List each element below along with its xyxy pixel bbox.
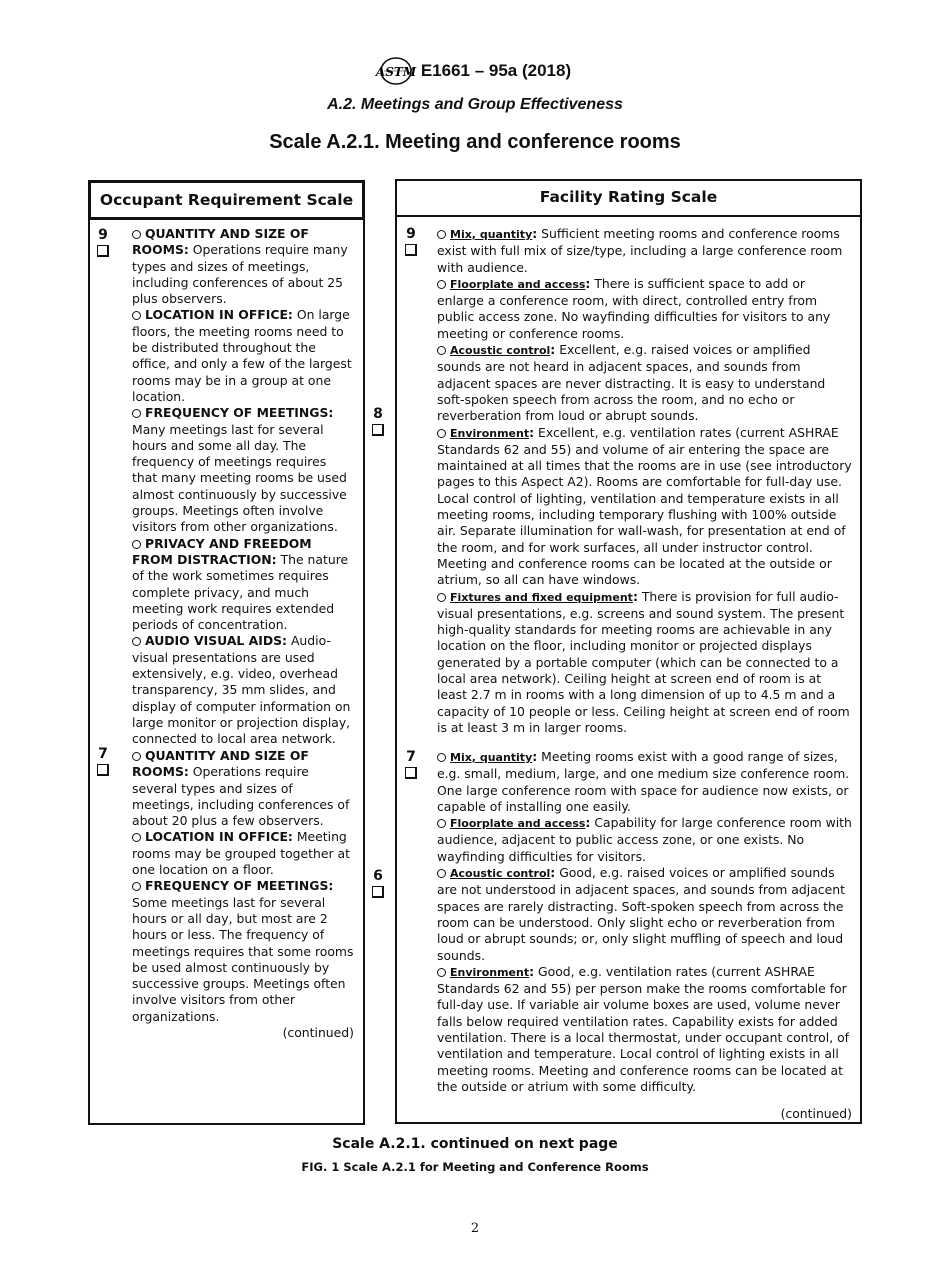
right-score-9 (401, 226, 421, 256)
rating-item: Mix, quantity: Sufficient meeting rooms and conference rooms exist with full mix of size/type, including a large conference room with audience. (437, 226, 843, 275)
rating-item: Acoustic control: Excellent, e.g. raised voices or amplified sounds are not heard in adjacent spaces, and sounds from adjacent spaces are never distracting. It is easy to understand soft-spoken speech from across the room, and no echo or reverberation from loud or abrupt sounds. (437, 342, 826, 424)
rating-item: Mix, quantity: Meeting rooms exist with a good range of sizes, e.g. small, medium, large, and one medium size conference room. One large conference room with space for audience now exists, or capable of installing one easily. (437, 749, 850, 814)
circle-bullet-icon (437, 429, 446, 438)
circle-bullet-icon (132, 882, 141, 891)
astm-logo-icon (375, 56, 416, 86)
page-number: 2 (470, 1221, 480, 1236)
facility-rating-heading: Facility Rating Scale (395, 179, 862, 217)
checkbox-icon[interactable] (97, 245, 109, 257)
left-level-9-text (132, 226, 354, 748)
circle-bullet-icon (437, 280, 446, 289)
rating-item: Floorplate and access: There is sufficient space to add or enlarge a conference room, with direct, controlled entry from public access zone. No wayfinding difficulties for visitors to any meeting or conference rooms. (437, 275, 831, 341)
checkbox-icon[interactable] (405, 767, 417, 779)
requirement-item: LOCATION IN OFFICE: On large floors, the meeting rooms need to be distributed throughout the office, and only a few of the largest rooms may be in a group at one location. (132, 307, 352, 404)
middle-score-6 (368, 868, 388, 898)
document-header (0, 56, 950, 86)
circle-bullet-icon (437, 230, 446, 239)
rating-item: Acoustic control: Good, e.g. raised voices or amplified sounds are not understood in adjacent spaces, and sounds from adjacent spaces are rarely distracting. Soft-spoken speech from across the room can be understood. Only slight echo or reverberation from loud or abrupt sounds; or, only slight muffling of speech and loud sounds. (437, 865, 845, 963)
score-number: 7 (406, 749, 416, 765)
checkbox-icon[interactable] (405, 244, 417, 256)
rating-item: Environment: Excellent, e.g. ventilation rates (current ASHRAE Standards 62 and 55) and volume of air entering the space are maintained at all times that the rooms are in use (see introductory pages to this Aspect A2). Rooms are comfortable for full-day use. Local control of lighting, ventilation and temperature exists in all meeting rooms, including temporary flushing with 100% outside air. Separate illumination for wall-wash, for presentation at end of the room, and for work surfaces, all under instructor control. Meeting and conference rooms can be located at the outside or atrium, so all can have windows. (437, 424, 852, 588)
requirement-item: QUANTITY AND SIZE OF ROOMS: Operations require many types and sizes of meetings, including conferences of about 25 plus observers. (132, 226, 348, 307)
left-level-7-text (132, 748, 354, 1041)
section-title: A.2. Meetings and Group Effectiveness (327, 96, 623, 113)
right-level-9-text (437, 226, 852, 736)
requirement-item: PRIVACY AND FREEDOM FROM DISTRACTION: The nature of the work sometimes requires complete privacy, and much meeting work requires extended periods of concentration. (132, 535, 349, 633)
requirement-item: QUANTITY AND SIZE OF ROOMS: Operations require several types and sizes of meetings, including conferences of about 20 plus a few observers. (132, 748, 350, 829)
requirement-item: AUDIO VISUAL AIDS: Audio-visual presentations are used extensively, e.g. video, overhead transparency, 35 mm slides, and display of computer information on large monitor or projection display, connected to local area network. (132, 633, 351, 747)
occupant-requirement-heading: Occupant Requirement Scale (88, 180, 365, 220)
scale-title: Scale A.2.1. Meeting and conference rooms (269, 131, 681, 153)
requirement-item: FREQUENCY OF MEETINGS: Many meetings last for several hours and some all day. The frequency of meetings requires that many meeting rooms be used almost continuously by successive groups. Meetings often involve visitors from other organizations. (132, 405, 347, 535)
left-score-9 (93, 227, 113, 257)
continued-note: (continued) (780, 1106, 852, 1121)
circle-bullet-icon (132, 752, 141, 761)
document-id: E1661 – 95a (2018) (420, 61, 572, 80)
circle-bullet-icon (437, 593, 446, 602)
svg-text:ASTM: ASTM (375, 65, 416, 79)
requirement-item: FREQUENCY OF MEETINGS: Some meetings last for several hours or all day, but most are 2 hours or less. The frequency of meetings requires that some rooms be used almost continuously by successive groups. Meetings often involve visitors from other organizations. (132, 878, 354, 1024)
circle-bullet-icon (437, 869, 446, 878)
circle-bullet-icon (437, 819, 446, 828)
score-number: 7 (98, 746, 108, 762)
circle-bullet-icon (132, 637, 141, 646)
requirement-item: LOCATION IN OFFICE: Meeting rooms may be grouped together at one location on a floor. (132, 829, 350, 878)
rating-item: Floorplate and access: Capability for large conference room with audience, adjacent to public access zone, or one exists. No wayfinding difficulties for visitors. (437, 815, 852, 864)
right-level-7-text (437, 749, 852, 1095)
circle-bullet-icon (132, 833, 141, 842)
circle-bullet-icon (132, 540, 141, 549)
rating-item: Environment: Good, e.g. ventilation rates (current ASHRAE Standards 62 and 55) per person make the rooms comfortable for full-day use. If variable air volume boxes are used, volume never falls below required ventilation rates. Capability exists for added ventilation. There is a local thermostat, under occupant control, of ventilation and temperature. Local control of lighting exists in all meeting rooms. Meeting and conference rooms can be located at the outside or atrium with some difficulty. (437, 963, 850, 1094)
continued-next-page: Scale A.2.1. continued on next page (332, 1136, 618, 1152)
figure-caption: FIG. 1 Scale A.2.1 for Meeting and Conference Rooms (301, 1160, 649, 1174)
rating-item: Fixtures and fixed equipment: There is provision for full audio-visual presentations, e.g. screens and sound system. The present high-quality standards for meeting rooms are achievable in any location on the floor, including monitor or projected displays generated by a portable computer (which can be connected to a local area network). Ceiling height at screen end of room is at least 2.7 m in rooms with a long dimension of up to 4.5 m and a capacity of 10 people or less. Ceiling height at screen end of room is at least 3 m in larger rooms. (437, 588, 850, 735)
circle-bullet-icon (132, 409, 141, 418)
score-number: 6 (373, 868, 383, 884)
checkbox-icon[interactable] (372, 424, 384, 436)
middle-score-8 (368, 406, 388, 436)
score-number: 9 (98, 227, 108, 243)
circle-bullet-icon (132, 230, 141, 239)
circle-bullet-icon (437, 346, 446, 355)
circle-bullet-icon (437, 753, 446, 762)
score-number: 8 (373, 406, 383, 422)
checkbox-icon[interactable] (372, 886, 384, 898)
continued-note: (continued) (282, 1025, 354, 1041)
circle-bullet-icon (437, 968, 446, 977)
circle-bullet-icon (132, 311, 141, 320)
left-score-7 (93, 746, 113, 776)
checkbox-icon[interactable] (97, 764, 109, 776)
score-number: 9 (406, 226, 416, 242)
right-score-7 (401, 749, 421, 779)
